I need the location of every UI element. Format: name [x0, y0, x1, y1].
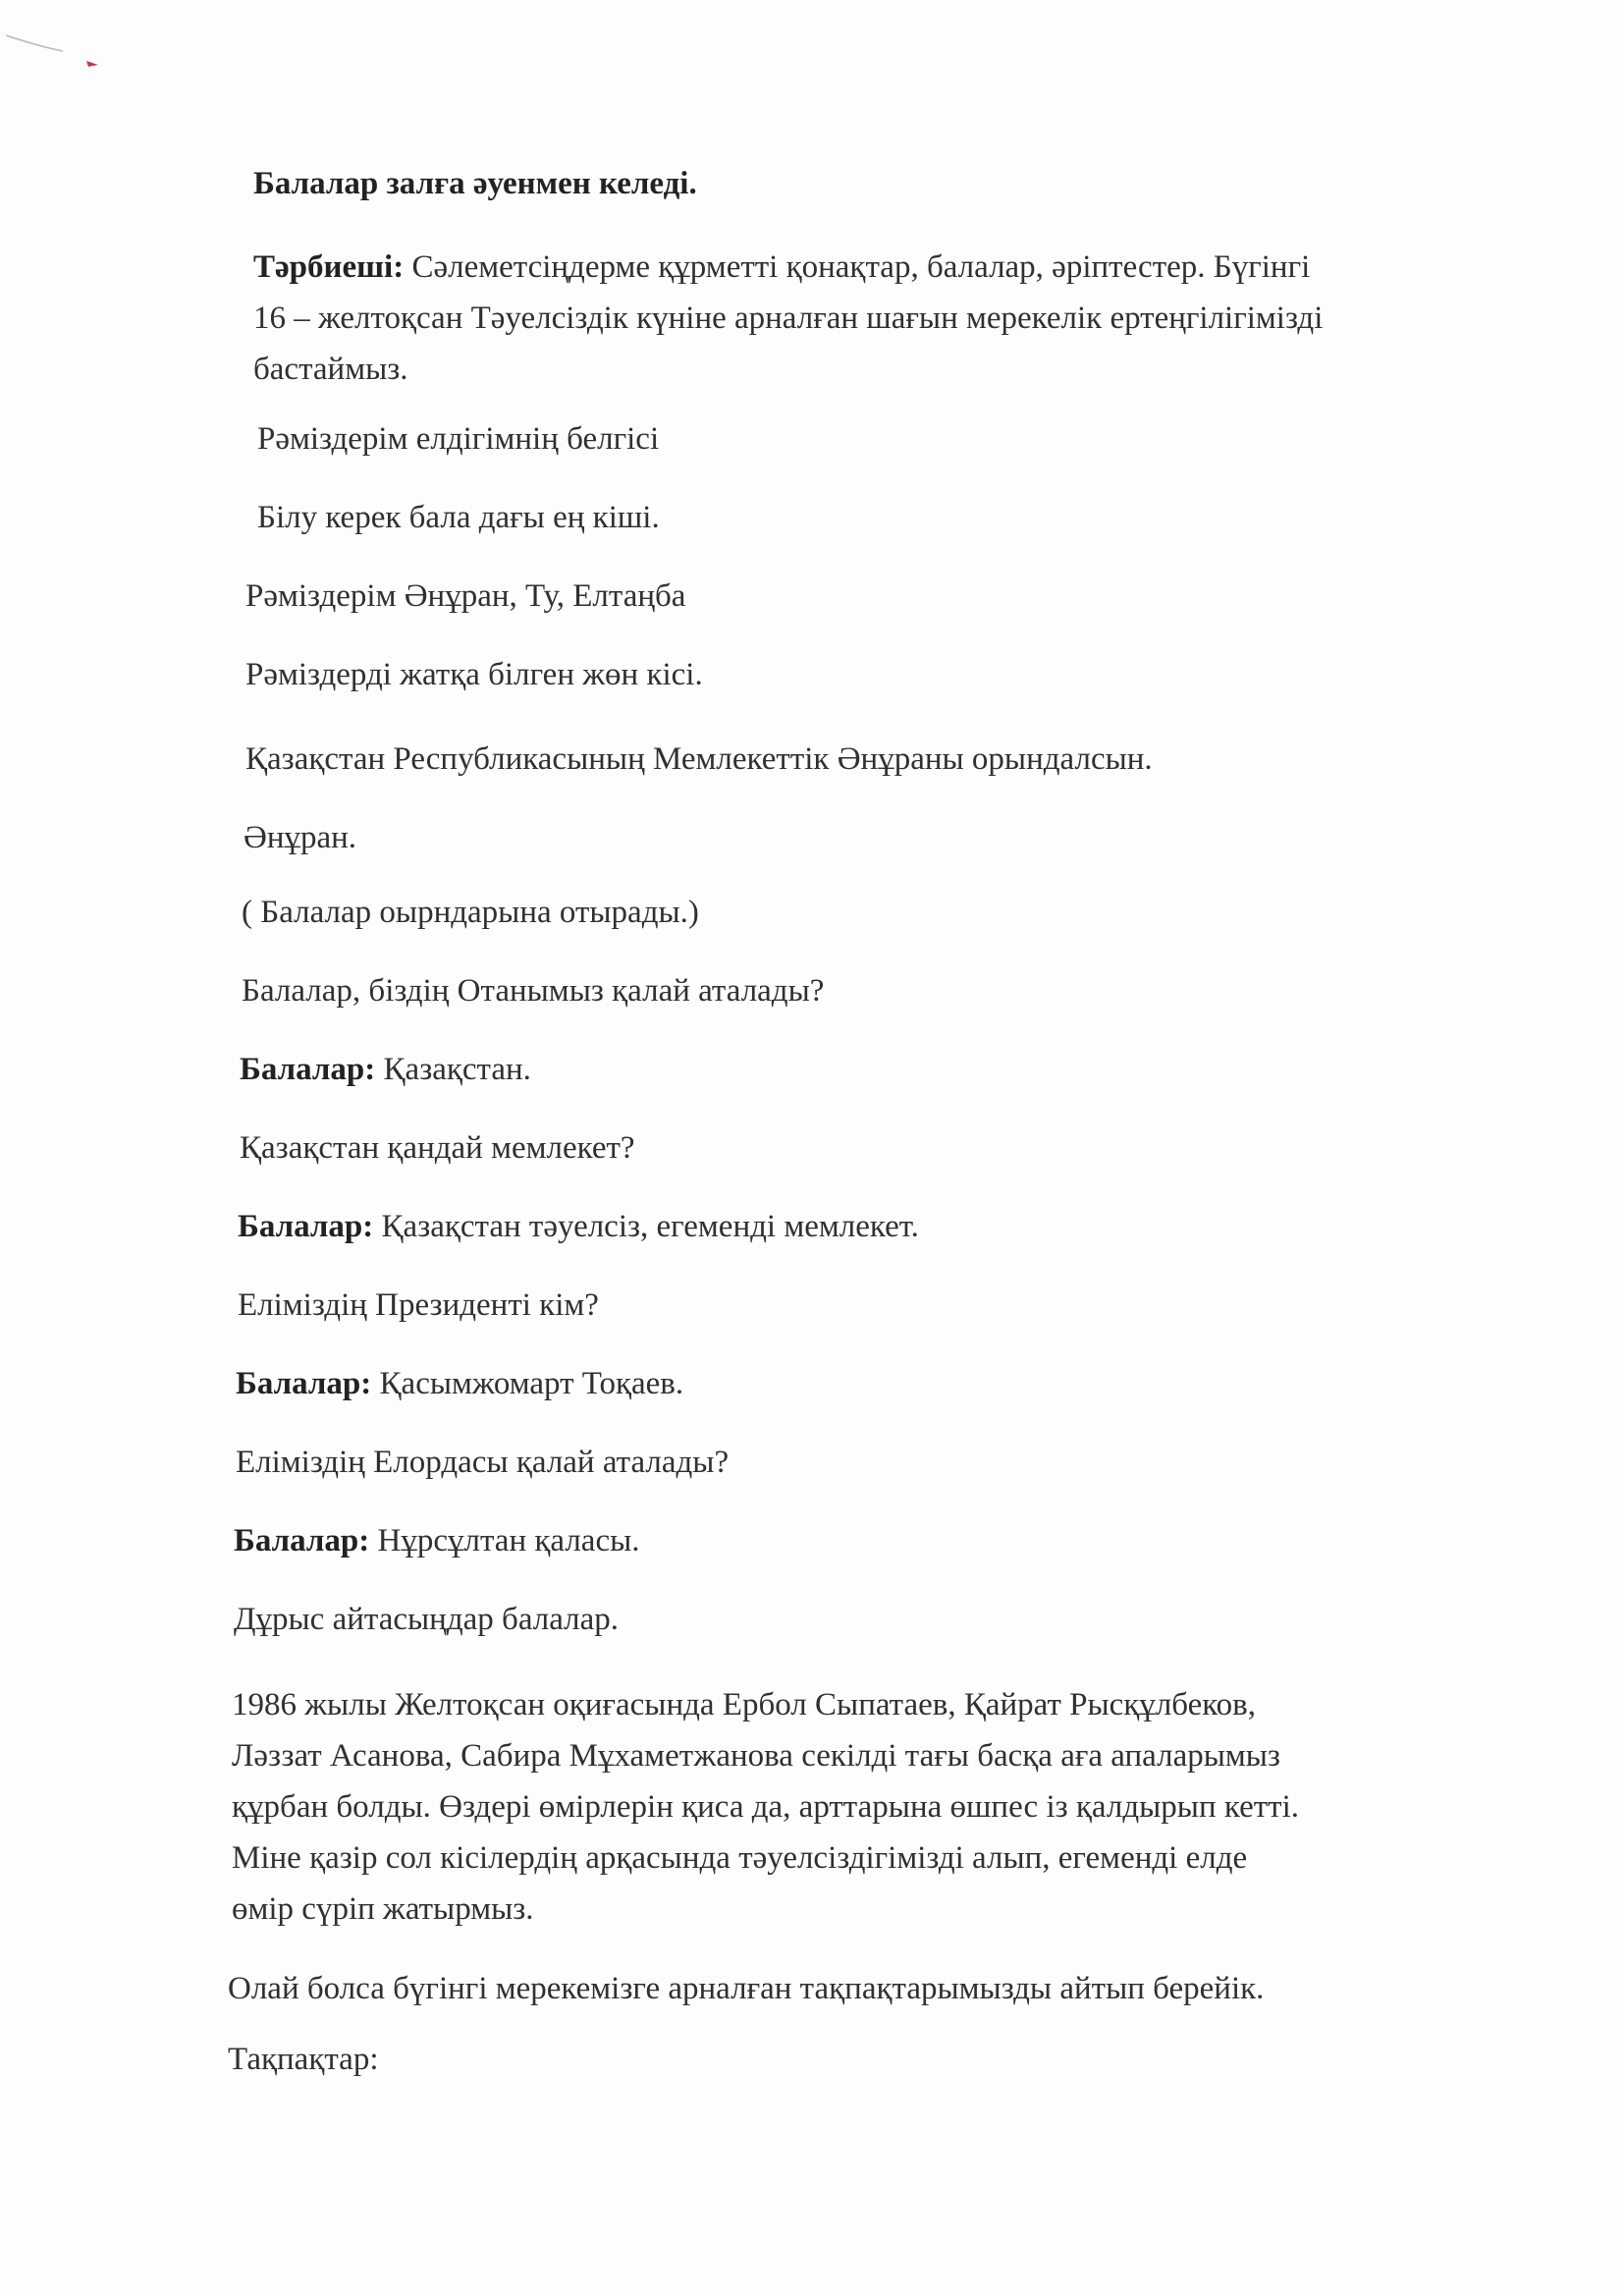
dialogue-text-9: Дұрыс айтасыңдар балалар. — [234, 1602, 620, 1637]
anthem-label: Әнұран. — [244, 820, 357, 855]
dialogue-text-8: Нұрсұлтан қаласы. — [377, 1523, 640, 1558]
dialogue-text-2: Қазақстан. — [383, 1052, 531, 1087]
poem-line-2: Білу керек бала дағы ең кіші. — [257, 500, 660, 535]
history-line-2: Ләззат Асанова, Сабира Мұхаметжанова секілді тағы басқа аға апаларымыз — [232, 1738, 1280, 1774]
dialogue-question-1 — [242, 966, 824, 1015]
history-line-1: 1986 жылы Желтоқсан оқиғасында Ербол Сыпатаев, Қайрат Рысқұлбеков, — [232, 1687, 1256, 1722]
poem-line-3: Рәміздерім Әнұран, Ту, Елтаңба — [245, 578, 686, 614]
intro-line-2: 16 – желтоқсан Тәуелсіздік күніне арналған шағын мерекелік ертеңгілігімізді — [253, 301, 1324, 336]
document-title: Балалар залға әуенмен келеді. — [253, 166, 697, 201]
poem-line-1: Рәміздерім елдігімнің белгісі — [257, 421, 660, 457]
dialogue-answer-2 — [238, 1202, 919, 1251]
dialogue-text-3: Қазақстан қандай мемлекет? — [240, 1130, 635, 1166]
intro-line-1 — [253, 242, 1323, 293]
poem-line-4: Рәміздерді жатқа білген жөн кісі. — [245, 657, 703, 692]
dialogue-question-2 — [240, 1123, 635, 1173]
final-line: Тақпақтар: — [228, 2042, 379, 2077]
intro-paragraph — [253, 242, 1323, 395]
stage-remark: ( Балалар оырндарына отырады.) — [242, 895, 699, 930]
dialogue-text-1: Балалар, біздің Отанымыз қалай аталады? — [242, 973, 825, 1009]
dialogue-speaker-4: Балалар: — [238, 1209, 374, 1244]
dialogue-question-4 — [236, 1438, 729, 1487]
history-line-4: Міне қазір сол кісілердің арқасында тәуелсіздігімізді алып, егеменді елде — [232, 1840, 1248, 1876]
history-paragraph — [232, 1679, 1299, 1935]
intro-speaker: Тәрбиеші: — [253, 249, 405, 285]
history-line-3: құрбан болды. Өздері өмірлерін қиса да, арттарына өшпес із қалдырып кетті. — [232, 1789, 1300, 1825]
dialogue-speaker-2: Балалар: — [240, 1052, 376, 1087]
scan-mark-icon — [4, 29, 102, 69]
dialogue-speaker-6: Балалар: — [236, 1366, 372, 1401]
dialogue-answer-4 — [234, 1516, 640, 1565]
dialogue-answer-3 — [236, 1359, 683, 1408]
dialogue-text-5: Еліміздің Президенті кім? — [238, 1287, 599, 1323]
dialogue-text-4: Қазақстан тәуелсіз, егеменді мемлекет. — [381, 1209, 919, 1244]
dialogue-text-7: Еліміздің Елордасы қалай аталады? — [236, 1445, 730, 1480]
intro-text-1: Сәлеметсіңдерме құрметті қонақтар, балалар, әріптестер. Бүгінгі — [411, 249, 1311, 285]
anthem-intro: Қазақстан Республикасының Мемлекеттік Әнұраны орындалсын. — [245, 741, 1153, 777]
dialogue-speaker-8: Балалар: — [234, 1523, 370, 1558]
intro-line-3: бастаймыз. — [253, 352, 408, 387]
dialogue-text-6: Қасымжомарт Тоқаев. — [379, 1366, 684, 1401]
history-line-5: өмір сүріп жатырмыз. — [232, 1891, 534, 1927]
dialogue-answer-1 — [240, 1045, 531, 1094]
dialogue-question-3 — [238, 1281, 599, 1330]
dialogue-praise — [234, 1595, 619, 1644]
closing-line: Олай болса бүгінгі мерекемізге арналған тақпақтарымызды айтып берейік. — [228, 1971, 1265, 2006]
